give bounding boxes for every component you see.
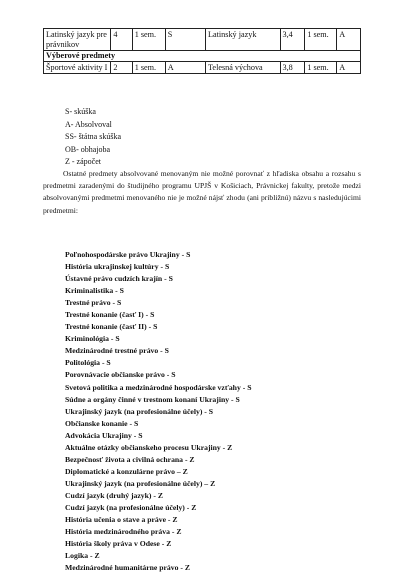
list-item: Poľnohospodárske právo Ukrajiny - S bbox=[65, 250, 191, 259]
table-row bbox=[44, 29, 361, 51]
explanation-paragraph: Ostatné predmety absolvované menovaným nie možné porovnať z hľadiska obsahu a rozsahu s predmetmi zaradenými do študijného programu UPJŠ v Košiciach, Právnickej fakulty, pretože medzi absolvovanými predmetmi menovaného nie je možné nájsť zhodu (ani približnú) názvu s nasledujúcimi predmetmi: bbox=[43, 169, 361, 215]
list-item: Politológia - S bbox=[65, 358, 111, 368]
list-item: Diplomatické a konzulárne právo – Z bbox=[65, 466, 188, 476]
list-item: Súdne a orgány činné v trestnom konaní Ukrajiny - S bbox=[65, 394, 240, 404]
legend-item: Z - zápočet bbox=[65, 157, 101, 167]
list-item: Aktuálne otázky občianskeho procesu Ukrajiny - Z bbox=[65, 442, 233, 452]
legend-item: A- Absolvoval bbox=[65, 119, 112, 129]
section-label: Výberové predmety bbox=[44, 51, 361, 62]
grade-legend bbox=[65, 106, 121, 169]
legend-item: OB- obhajoba bbox=[65, 144, 111, 154]
legend-item: S- skúška bbox=[65, 107, 96, 116]
equiv-grade-cell: A bbox=[337, 29, 361, 51]
semester-cell: 1 sem. bbox=[132, 29, 165, 51]
list-item: Kriminológia - S bbox=[65, 334, 120, 344]
list-item: Cudzí jazyk (druhý jazyk) - Z bbox=[65, 490, 164, 500]
grade-cell: A bbox=[165, 61, 205, 74]
equiv-semester-cell: 1 sem. bbox=[305, 61, 337, 74]
semester-cell: 1 sem. bbox=[132, 61, 165, 74]
list-item: Bezpečnosť života a civilná ochrana - Z bbox=[65, 454, 195, 464]
list-item: História učenia o stave a práve - Z bbox=[65, 515, 178, 525]
list-item: Občianske konanie - S bbox=[65, 418, 139, 428]
equiv-credits-cell: 3,4 bbox=[280, 29, 305, 51]
list-item: Porovnávacie občianske právo - S bbox=[65, 370, 176, 380]
grades-table bbox=[43, 28, 361, 74]
equiv-grade-cell: A bbox=[337, 61, 361, 74]
subject-list bbox=[65, 249, 251, 574]
list-item: Logika - Z bbox=[65, 551, 100, 561]
equiv-subject-cell: Latinský jazyk bbox=[206, 29, 281, 51]
grade-cell: S bbox=[165, 29, 205, 51]
equiv-semester-cell: 1 sem. bbox=[305, 29, 337, 51]
list-item: Kriminalistika - S bbox=[65, 286, 124, 296]
list-item: Medzinárodné trestné právo - S bbox=[65, 346, 169, 356]
list-item: Trestné právo - S bbox=[65, 298, 122, 308]
list-item: Svetová politika a medzinárodné hospodárske vzťahy - S bbox=[65, 382, 252, 392]
list-item: Medzinárodné humanitárne právo - Z bbox=[65, 563, 190, 573]
subject-cell: Latinský jazyk pre právnikov bbox=[44, 29, 111, 51]
list-item: História medzinárodného práva - Z bbox=[65, 527, 182, 537]
list-item: Ukrajinský jazyk (na profesionálne účely) - S bbox=[65, 406, 214, 416]
list-item: História ukrajinskej kultúry - S bbox=[65, 262, 170, 272]
list-item: Advokácia Ukrajiny - S bbox=[65, 430, 143, 440]
list-item: Trestné konanie (časť II) - S bbox=[65, 322, 158, 332]
list-item: Trestné konanie (časť I) - S bbox=[65, 310, 155, 320]
table-section-row bbox=[44, 51, 361, 62]
list-item: Cudzí jazyk (na profesionálne účely) - Z bbox=[65, 502, 197, 512]
subject-cell: Športové aktivity I bbox=[44, 61, 111, 74]
list-item: Ukrajinský jazyk (na profesionálne účely) – Z bbox=[65, 478, 216, 488]
legend-item: SS- štátna skúška bbox=[65, 132, 121, 142]
list-item: Ústavné právo cudzích krajín - S bbox=[65, 274, 173, 284]
credits-cell: 2 bbox=[111, 61, 132, 74]
equiv-subject-cell: Telesná výchova bbox=[206, 61, 281, 74]
equiv-credits-cell: 3,8 bbox=[280, 61, 305, 74]
list-item: História školy práva v Odese - Z bbox=[65, 539, 172, 549]
table-row bbox=[44, 61, 361, 74]
credits-cell: 4 bbox=[111, 29, 132, 51]
